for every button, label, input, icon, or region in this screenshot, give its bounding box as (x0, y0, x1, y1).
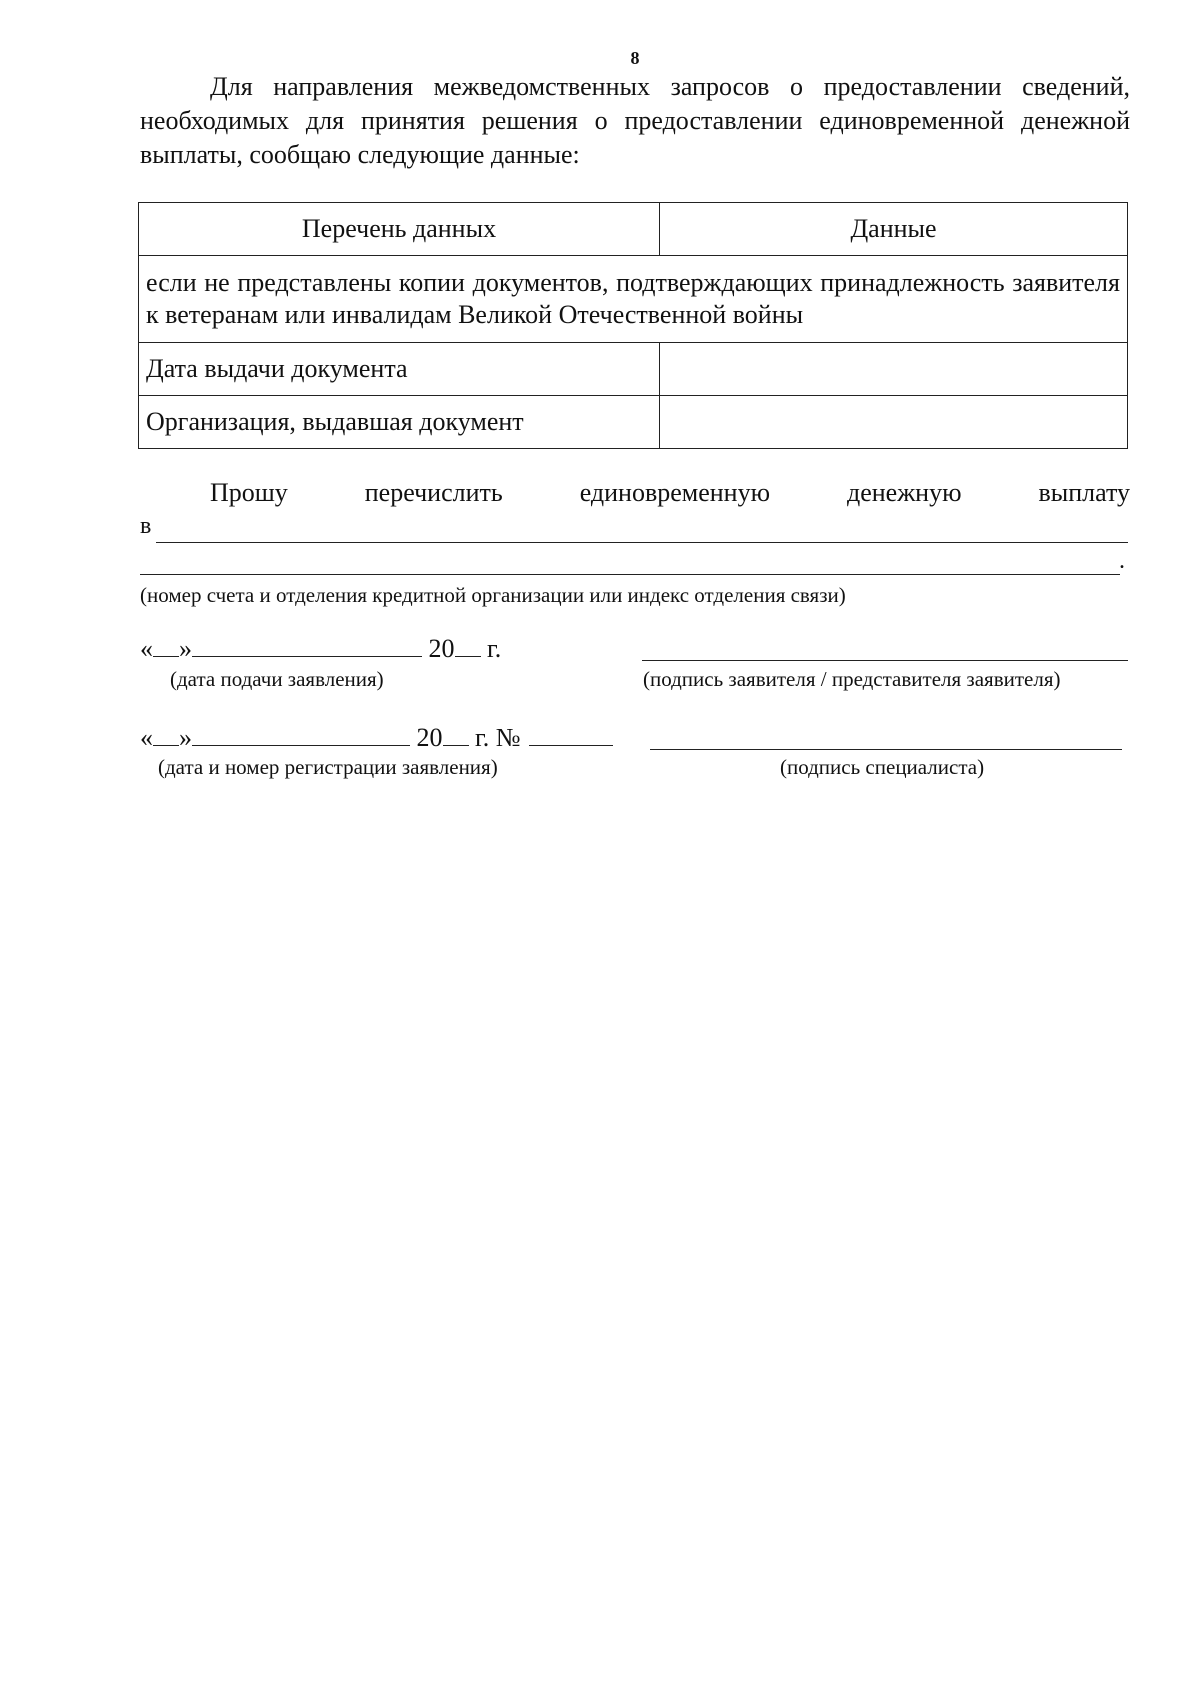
open-quote: « (140, 634, 153, 663)
request-word: перечислить (364, 478, 503, 507)
field-value-issue-date[interactable] (660, 343, 1128, 396)
caption-application-date: (дата подачи заявления) (170, 667, 384, 691)
caption-applicant-signature: (подпись заявителя / представителя заявителя) (643, 667, 1061, 691)
request-word: единовременную (579, 478, 771, 507)
in-prefix: в (140, 513, 152, 539)
close-quote: » (179, 723, 192, 752)
caption-specialist-signature: (подпись специалиста) (780, 755, 985, 779)
line-end-period: . (1119, 548, 1125, 574)
account-line-2[interactable] (140, 574, 1120, 575)
request-word: выплату (1038, 478, 1130, 507)
open-quote: « (140, 723, 153, 752)
year-suffix: г. № (475, 723, 521, 752)
application-date (140, 634, 501, 664)
year-prefix: 20 (428, 634, 455, 663)
day-blank[interactable] (153, 745, 179, 746)
year-blank[interactable] (443, 745, 469, 746)
table-row (139, 396, 1128, 449)
table-header-row (139, 203, 1128, 256)
registration-date (140, 723, 613, 753)
note-cell: если не представлены копии документов, подтверждающих принадлежность заявителя к ветеранам или инвалидам Великой Отечественной войны (139, 256, 1128, 343)
month-blank[interactable] (192, 745, 410, 746)
account-line-1[interactable] (156, 542, 1128, 543)
close-quote: » (179, 634, 192, 663)
applicant-signature-line[interactable] (642, 660, 1128, 661)
year-blank[interactable] (455, 656, 481, 657)
field-value-issuer[interactable] (660, 396, 1128, 449)
header-data: Данные (660, 203, 1128, 256)
table-row (139, 343, 1128, 396)
intro-paragraph: Для направления межведомственных запросов о предоставлении сведений, необходимых для принятия решения о предоставлении единовременной денежной выплаты, сообщаю следующие данные: (140, 72, 1130, 169)
year-prefix: 20 (416, 723, 443, 752)
caption-account: (номер счета и отделения кредитной организации или индекс отделения связи) (140, 583, 846, 607)
request-line (140, 478, 1130, 508)
table-row-note (139, 256, 1128, 343)
data-table (138, 202, 1128, 449)
header-list: Перечень данных (139, 203, 660, 256)
day-blank[interactable] (153, 656, 179, 657)
request-word: Прошу (210, 478, 288, 507)
caption-registration-date: (дата и номер регистрации заявления) (158, 755, 498, 779)
page-number: 8 (630, 48, 640, 68)
registration-number-blank[interactable] (529, 745, 613, 746)
request-word: денежную (846, 478, 962, 507)
month-blank[interactable] (192, 656, 422, 657)
specialist-signature-line[interactable] (650, 749, 1122, 750)
field-label-issue-date: Дата выдачи документа (139, 343, 660, 396)
field-label-issuer: Организация, выдавшая документ (139, 396, 660, 449)
year-suffix: г. (487, 634, 502, 663)
